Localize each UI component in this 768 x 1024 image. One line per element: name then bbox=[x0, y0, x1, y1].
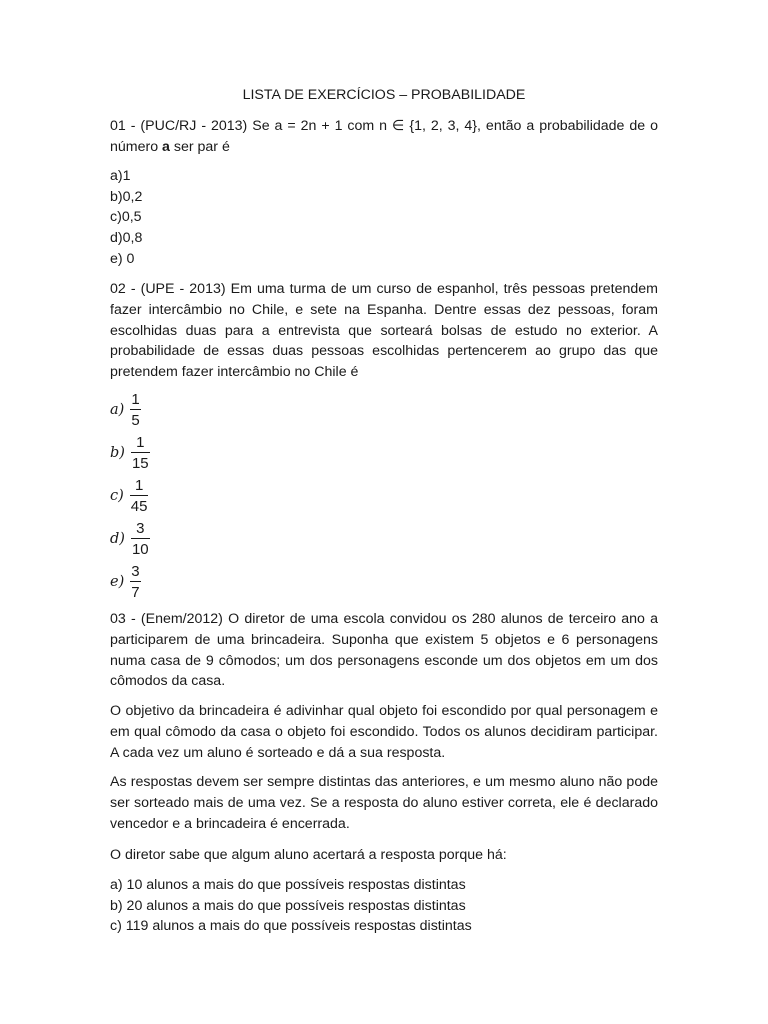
question-2-stem: 02 - (UPE - 2013) Em uma turma de um curso de espanhol, três pessoas pretendem fazer intercâmbio no Chile, e sete na Espanha. Dentre essas dez pessoas, foram escolhidas duas para a entrevista que sorteará bolsas de estudo no exterior. A probabilidade de essas duas pessoas escolhidas pertencerem ao grupo das que pretendem fazer intercâmbio no Chile é bbox=[110, 281, 658, 381]
question-2-option-a bbox=[110, 390, 141, 430]
question-3-paragraph-3: As respostas devem ser sempre distintas das anteriores, e um mesmo aluno não pode ser sorteado mais de uma vez. Se a resposta do aluno estiver correta, ele é declarado vencedor e a brincadeira é encerrada. bbox=[110, 774, 658, 832]
question-1-stem-end: ser par é bbox=[169, 138, 230, 155]
question-3-option-c: c) 119 alunos a mais do que possíveis respostas distintas bbox=[110, 918, 472, 935]
question-3-paragraph-2: O objetivo da brincadeira é adivinhar qual objeto foi escondido por qual personagem e em qual cômodo da casa o objeto foi escondido. Todos os alunos decidiram participar. A cada vez um aluno é sorteado e dá a sua resposta. bbox=[110, 703, 658, 761]
option-letter: d) bbox=[110, 531, 125, 547]
question-3-option-a: a) 10 alunos a mais do que possíveis respostas distintas bbox=[110, 877, 466, 893]
fraction-bar bbox=[130, 409, 140, 410]
fraction-bar bbox=[130, 495, 149, 496]
question-1-stem-bold: a bbox=[162, 138, 170, 155]
fraction-numerator: 1 bbox=[134, 477, 144, 494]
question-1-option-c: c)0,5 bbox=[110, 209, 142, 226]
fraction-numerator: 3 bbox=[136, 520, 145, 537]
option-letter: e) bbox=[110, 574, 125, 590]
fraction bbox=[130, 563, 140, 601]
question-2-option-d bbox=[110, 519, 150, 559]
question-2-option-c bbox=[110, 476, 148, 516]
question-3-paragraph-1: 03 - (Enem/2012) O diretor de uma escola convidou os 280 alunos de terceiro ano a participarem de uma brincadeira. Suponha que existem 5 objetos e 6 personagens numa casa de 9 cômodos; um dos personagens esconde um dos objetos em um dos cômodos da casa. bbox=[110, 611, 658, 690]
fraction-numerator: 1 bbox=[131, 391, 140, 408]
fraction-denominator: 15 bbox=[131, 455, 149, 472]
fraction-denominator: 45 bbox=[130, 498, 148, 515]
fraction bbox=[131, 434, 150, 472]
question-1-option-b: b)0,2 bbox=[110, 188, 143, 205]
fraction-denominator: 5 bbox=[131, 412, 140, 429]
question-1-options bbox=[110, 166, 658, 270]
question-1-stem bbox=[110, 116, 658, 158]
question-1-stem-text: 01 - (PUC/RJ - 2013) Se a = 2n + 1 com n ∈ {1, 2, 3, 4}, então a probabilidade de o número bbox=[110, 118, 658, 155]
option-letter: a) bbox=[110, 402, 125, 418]
fraction-numerator: 3 bbox=[131, 563, 140, 580]
fraction-denominator: 7 bbox=[131, 584, 140, 601]
option-letter: c) bbox=[110, 488, 124, 504]
fraction-bar bbox=[131, 452, 150, 453]
question-3-paragraph-4: O diretor sabe que algum aluno acertará a resposta porque há: bbox=[110, 847, 507, 863]
question-2-option-b bbox=[110, 433, 150, 473]
question-1-option-a: a)1 bbox=[110, 168, 131, 184]
question-2-option-e bbox=[110, 562, 141, 602]
fraction bbox=[130, 477, 149, 515]
fraction-denominator: 10 bbox=[131, 541, 149, 558]
fraction bbox=[131, 520, 150, 558]
question-3-options bbox=[110, 875, 658, 937]
fraction-bar bbox=[130, 581, 140, 582]
fraction-bar bbox=[131, 538, 150, 539]
page-title: LISTA DE EXERCÍCIOS – PROBABILIDADE bbox=[242, 87, 526, 103]
fraction-numerator: 1 bbox=[136, 434, 145, 451]
option-letter: b) bbox=[110, 445, 125, 461]
question-3-option-b: b) 20 alunos a mais do que possíveis respostas distintas bbox=[110, 897, 466, 914]
question-1-option-e: e) 0 bbox=[110, 250, 135, 267]
fraction bbox=[130, 391, 140, 429]
question-1-option-d: d)0,8 bbox=[110, 230, 143, 247]
